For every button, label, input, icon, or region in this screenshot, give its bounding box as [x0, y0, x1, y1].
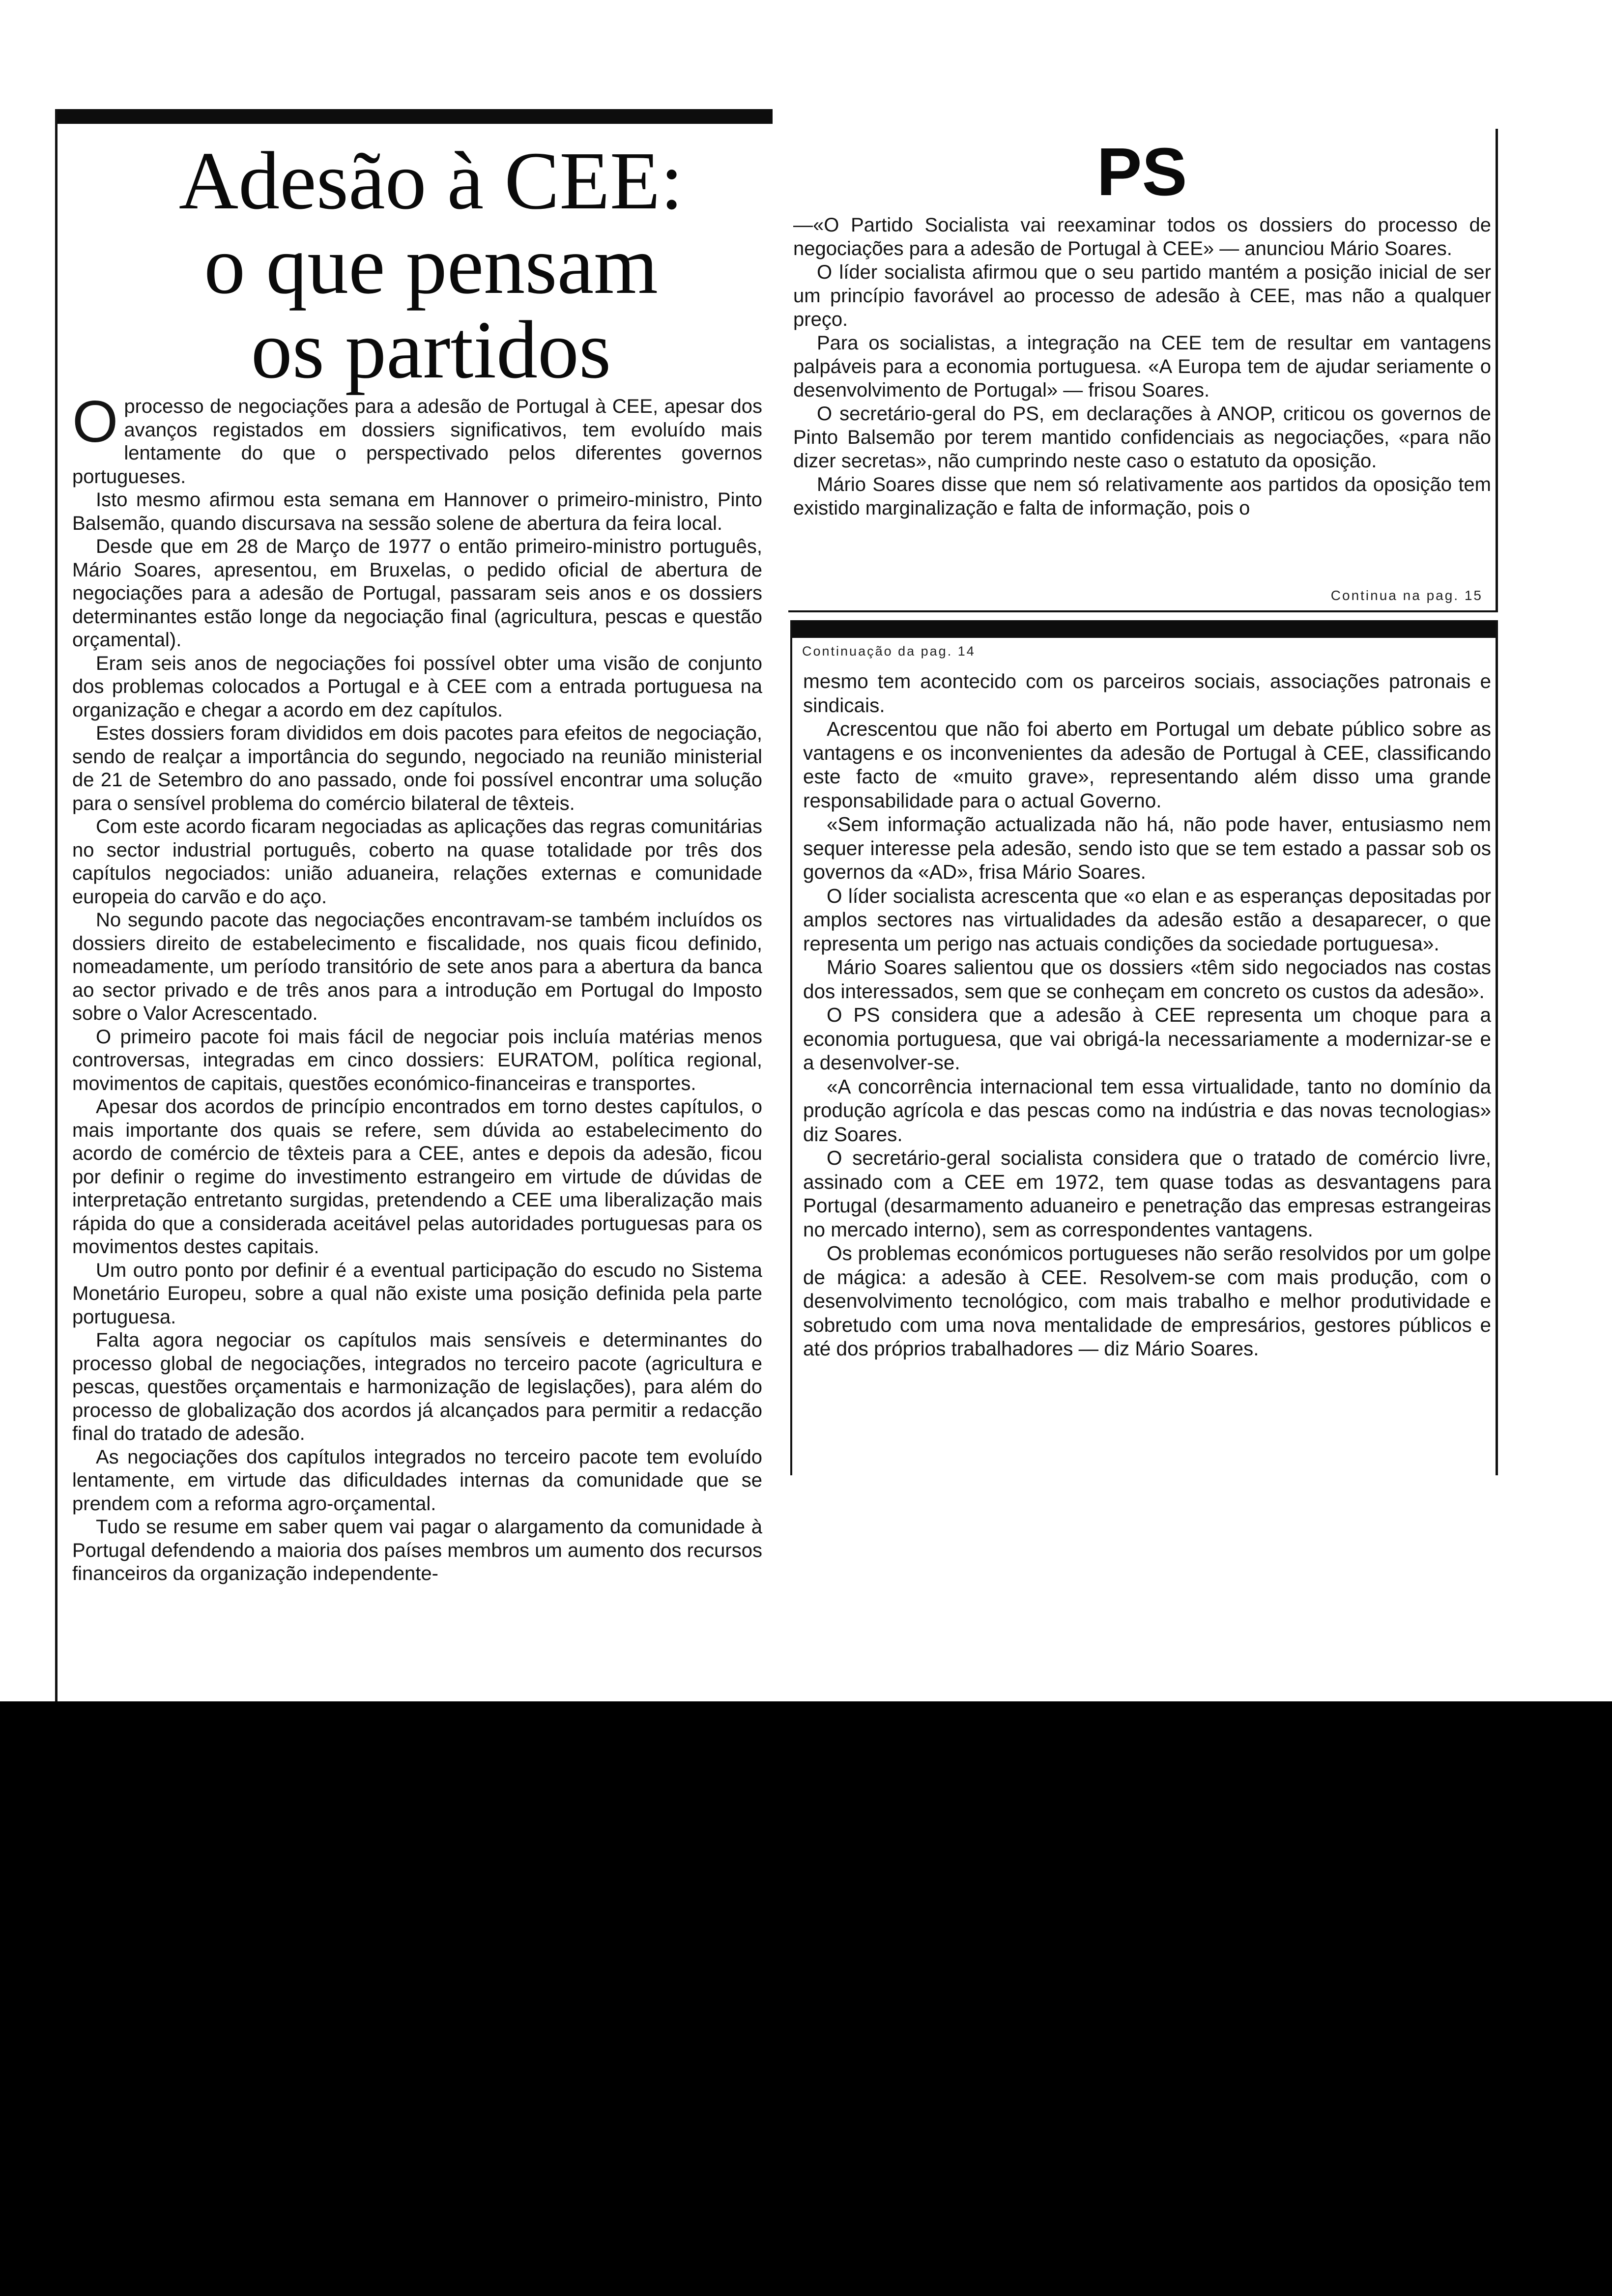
paragraph: Os problemas económicos portugueses não serão resolvidos por um golpe de mágica: a adesão à CEE. Resolvem-se com mais produção, com o desenvolvimento tecnológico, com mais trabalho e melhor produtividade e sobretudo com uma nova mentalidade de empresários, gestores públicos e até dos próprios trabalhadores — diz Mário Soares.	[803, 1242, 1491, 1360]
paragraph: Eram seis anos de negociações foi possível obter uma visão de conjunto dos problemas colocados a Portugal e à CEE com a entrada portuguesa na organização e chegar a acordo em dez capítulos.	[72, 652, 762, 721]
paragraph: Desde que em 28 de Março de 1977 o então primeiro-ministro português, Mário Soares, apresentou, em Bruxelas, o pedido oficial de abertura de negociações para a adesão de Portugal, passaram seis anos e os dossiers determinantes estão longe da negociação final (agricultura, pescas e questão orçamental).	[72, 536, 762, 651]
scan-black-band	[0, 1701, 1612, 2296]
continuation-body	[803, 669, 1491, 1361]
paragraph: O líder socialista acrescenta que «o elan e as esperanças depositadas por amplos sectores nas virtualidades da adesão estão a desaparecer, o que representa um perigo nas actuais condições da sociedade portuguesa».	[803, 884, 1491, 955]
paragraph: Isto mesmo afirmou esta semana em Hannover o primeiro-ministro, Pinto Balsemão, quando discursava na sessão solene de abertura da feira local.	[72, 489, 762, 534]
paragraph: Mário Soares salientou que os dossiers «têm sido negociados nas costas dos interessados, sem que se conheçam em concreto os custos da adesão».	[803, 956, 1491, 1003]
ps-title: PS	[1096, 134, 1187, 210]
paragraph: Apesar dos acordos de princípio encontrados em torno destes capítulos, o mais importante dos quais se refere, sem dúvida ao estabelecimento do acordo de comércio de têxteis para a CEE, antes e depois da adesão, ficou por definir o regime do investimento estrangeiro em virtude de dúvidas de interpretação entretanto surgidas, pretendendo a CEE uma liberalização mais rápida do que a considerada aceitável pelas autoridades portuguesas para os movimentos destes capitais.	[72, 1096, 762, 1258]
drop-cap: O	[72, 389, 118, 455]
paragraph: Com este acordo ficaram negociadas as aplicações das regras comunitárias no sector industrial português, coberto na quase totalidade por três dos capítulos negociados: união aduaneira, relações externas e comunidade europeia do carvão e do aço.	[72, 816, 762, 908]
headline-rule	[58, 109, 773, 124]
article-continuation	[790, 620, 1498, 1475]
ps-body	[793, 213, 1491, 520]
paragraph: Tudo se resume em saber quem vai pagar o alargamento da comunidade à Portugal defendendo a maioria dos países membros um aumento dos recursos financeiros da organização independente-	[72, 1516, 762, 1584]
paragraph: «Sem informação actualizada não há, não pode haver, entusiasmo nem sequer interesse pela adesão, sendo isto que se tem estado a passar sob os governos da «AD», frisa Mário Soares.	[803, 813, 1491, 883]
headline	[136, 135, 726, 396]
paragraph: No segundo pacote das negociações encontravam-se também incluídos os dossiers direito de estabelecimento e fiscalidade, nos quais ficou definido, nomeadamente, um período transitório de sete anos para a abertura da banca ao sector privado e de três anos para a introdução em Portugal do Imposto sobre o Valor Acrescentado.	[72, 909, 762, 1024]
paragraph: Falta agora negociar os capítulos mais sensíveis e determinantes do processo global de negociações, integrados no terceiro pacote (agricultura e pescas, questões orçamentais e harmonização de legislações), para além do processo de globalização dos acordos já alcançados para permitir a redacção final do tratado de adesão.	[72, 1329, 762, 1444]
paragraph-text: processo de negociações para a adesão de Portugal à CEE, apesar dos avanços registados em dossiers significativos, tem evoluído mais lentamente do que o perspectivado pelos diferentes governos portugueses.	[72, 396, 762, 488]
paragraph: Um outro ponto por definir é a eventual participação do escudo no Sistema Monetário Europeu, sobre a qual não existe uma posição definida pela parte portuguesa.	[72, 1259, 762, 1328]
paragraph: O secretário-geral do PS, em declarações à ANOP, criticou os governos de Pinto Balsemão por terem mantido confidenciais as negociações, «para não dizer secretas», não cumprindo neste caso o estatuto da oposição.	[793, 403, 1491, 472]
paragraph: mesmo tem acontecido com os parceiros sociais, associações patronais e sindicais.	[803, 670, 1491, 717]
continued-from-page: Continuação da pag. 14	[802, 644, 976, 659]
article-ps	[788, 129, 1498, 612]
paragraph: Estes dossiers foram divididos em dois pacotes para efeitos de negociação, sendo de realçar a importância do segundo, negociado na reunião ministerial de 21 de Setembro do ano passado, onde foi possível encontrar uma solução para o sensível problema do comércio bilateral de têxteis.	[72, 722, 762, 814]
headline-line-1: Adesão à CEE:	[178, 135, 684, 227]
headline-line-3: os partidos	[251, 304, 611, 396]
paragraph: —«O Partido Socialista vai reexaminar todos os dossiers do processo de negociações para a adesão de Portugal à CEE» — anunciou Mário Soares.	[793, 214, 1491, 259]
headline-line-2: o que pensam	[204, 220, 658, 311]
paragraph: Acrescentou que não foi aberto em Portugal um debate público sobre as vantagens e os inconvenientes da adesão de Portugal à CEE, classificando este facto de «muito grave», representando além disso uma grande responsabilidade para o actual Governo.	[803, 718, 1491, 812]
continuation-rule	[792, 620, 1496, 638]
paragraph: «A concorrência internacional tem essa virtualidade, tanto no domínio da produção agrícola e das pescas como na indústria e das novas tecnologias» diz Soares.	[803, 1075, 1491, 1146]
article-adesao-cee	[55, 109, 773, 1701]
paragraph: Para os socialistas, a integração na CEE tem de resultar em vantagens palpáveis para a economia portuguesa. «A Europa tem de ajudar seriamente o desenvolvimento de Portugal» — frisou Soares.	[793, 332, 1491, 401]
paragraph: Mário Soares disse que nem só relativamente aos partidos da oposição tem existido marginalização e falta de informação, pois o	[793, 474, 1491, 519]
paragraph: O líder socialista afirmou que o seu partido mantém a posição inicial de ser um princípio favorável ao processo de adesão à CEE, mas não a qualquer preço.	[793, 261, 1491, 330]
article-body	[72, 389, 762, 1586]
paragraph: O primeiro pacote foi mais fácil de negociar pois incluía matérias menos controversas, integradas em cinco dossiers: EURATOM, política regional, movimentos de capitais, questões económico-financeiras e transportes.	[72, 1026, 762, 1094]
continues-on-page: Continua na pag. 15	[1330, 588, 1483, 603]
paragraph: O PS considera que a adesão à CEE representa um choque para a economia portuguesa, que vai obrigá-la necessariamente a modernizar-se e a desenvolver-se.	[803, 1004, 1491, 1074]
paragraph: O secretário-geral socialista considera que o tratado de comércio livre, assinado com a CEE em 1972, tem quase todas as desvantagens para Portugal (desarmamento aduaneiro e penetração das empresas estrangeiras no mercado interno), sem as correspondentes vantagens.	[803, 1147, 1491, 1241]
paragraph: As negociações dos capítulos integrados no terceiro pacote tem evoluído lentamente, em virtude das dificuldades internas da comunidade que se prendem com a reforma agro-orçamental.	[72, 1446, 762, 1515]
paragraph	[72, 389, 762, 488]
